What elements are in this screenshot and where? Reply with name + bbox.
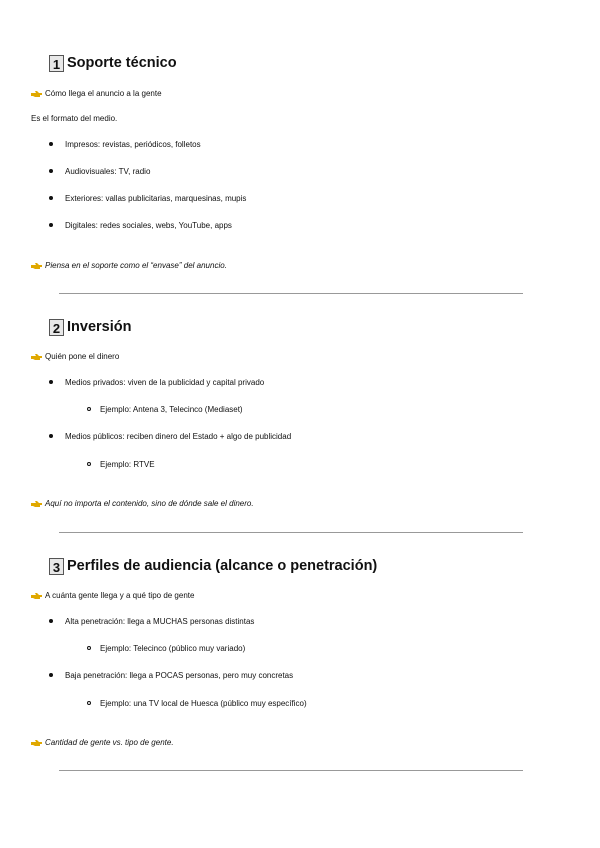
tip-line bbox=[31, 591, 194, 601]
divider bbox=[59, 770, 523, 771]
note-line bbox=[31, 261, 227, 271]
tip-heading: Quién pone el dinero bbox=[45, 352, 120, 361]
pointing-hand-icon bbox=[31, 90, 42, 98]
section-number: 2 bbox=[49, 319, 64, 336]
note-text: Piensa en el soporte como el “envase” del anuncio. bbox=[45, 261, 227, 270]
hollow-bullet-icon bbox=[87, 407, 91, 411]
sub-list-item bbox=[87, 460, 155, 470]
list-item-text: Audiovisuales: TV, radio bbox=[65, 167, 151, 176]
pointing-hand-icon bbox=[31, 353, 42, 361]
tip-line bbox=[31, 89, 162, 99]
bullet-icon bbox=[49, 380, 53, 384]
section-title: Inversión bbox=[67, 319, 132, 335]
pointing-hand-icon bbox=[31, 592, 42, 600]
intro-text: Es el formato del medio. bbox=[31, 114, 118, 123]
list-item-text: Baja penetración: llega a POCAS personas, pero muy concretas bbox=[65, 671, 294, 680]
list-item bbox=[49, 221, 232, 231]
list-item-text: Alta penetración: llega a MUCHAS personas distintas bbox=[65, 617, 255, 626]
list-item-text: Digitales: redes sociales, webs, YouTube, apps bbox=[65, 221, 232, 230]
bullet-icon bbox=[49, 673, 53, 677]
section-3-heading bbox=[49, 556, 377, 576]
divider bbox=[59, 532, 523, 533]
bullet-icon bbox=[49, 223, 53, 227]
list-item-text: Exteriores: vallas publicitarias, marquesinas, mupis bbox=[65, 194, 247, 203]
pointing-hand-icon bbox=[31, 739, 42, 747]
list-item bbox=[49, 378, 264, 388]
list-item bbox=[49, 140, 201, 150]
bullet-icon bbox=[49, 196, 53, 200]
section-1-heading bbox=[49, 53, 177, 73]
note-text: Cantidad de gente vs. tipo de gente. bbox=[45, 738, 174, 747]
list-item bbox=[49, 432, 291, 442]
list-item-text: Medios privados: viven de la publicidad y capital privado bbox=[65, 378, 265, 387]
list-item bbox=[49, 194, 246, 204]
bullet-icon bbox=[49, 434, 53, 438]
note-text: Aquí no importa el contenido, sino de dónde sale el dinero. bbox=[45, 499, 254, 508]
tip-heading: Cómo llega el anuncio a la gente bbox=[45, 89, 162, 98]
list-item bbox=[49, 167, 150, 177]
hollow-bullet-icon bbox=[87, 462, 91, 466]
pointing-hand-icon bbox=[31, 500, 42, 508]
note-line bbox=[31, 499, 254, 509]
sub-list-item-text: Ejemplo: una TV local de Huesca (público muy específico) bbox=[100, 699, 307, 708]
section-2-heading bbox=[49, 317, 131, 337]
bullet-icon bbox=[49, 169, 53, 173]
tip-line bbox=[31, 352, 119, 362]
sub-list-item bbox=[87, 699, 307, 709]
note-line bbox=[31, 738, 174, 748]
pointing-hand-icon bbox=[31, 262, 42, 270]
section-number: 3 bbox=[49, 558, 64, 575]
sub-list-item bbox=[87, 644, 245, 654]
section-title: Soporte técnico bbox=[67, 55, 177, 71]
hollow-bullet-icon bbox=[87, 646, 91, 650]
sub-list-item-text: Ejemplo: Telecinco (público muy variado) bbox=[100, 644, 246, 653]
section-title: Perfiles de audiencia (alcance o penetración) bbox=[67, 558, 378, 574]
hollow-bullet-icon bbox=[87, 701, 91, 705]
sub-list-item-text: Ejemplo: RTVE bbox=[100, 460, 155, 469]
sub-list-item-text: Ejemplo: Antena 3, Telecinco (Mediaset) bbox=[100, 405, 243, 414]
bullet-icon bbox=[49, 142, 53, 146]
tip-heading: A cuánta gente llega y a qué tipo de gente bbox=[45, 591, 195, 600]
divider bbox=[59, 293, 523, 294]
list-item-text: Impresos: revistas, periódicos, folletos bbox=[65, 140, 201, 149]
list-item bbox=[49, 617, 254, 627]
list-item bbox=[49, 671, 293, 681]
bullet-icon bbox=[49, 619, 53, 623]
section-number: 1 bbox=[49, 55, 64, 72]
sub-list-item bbox=[87, 405, 243, 415]
list-item-text: Medios públicos: reciben dinero del Estado + algo de publicidad bbox=[65, 432, 292, 441]
